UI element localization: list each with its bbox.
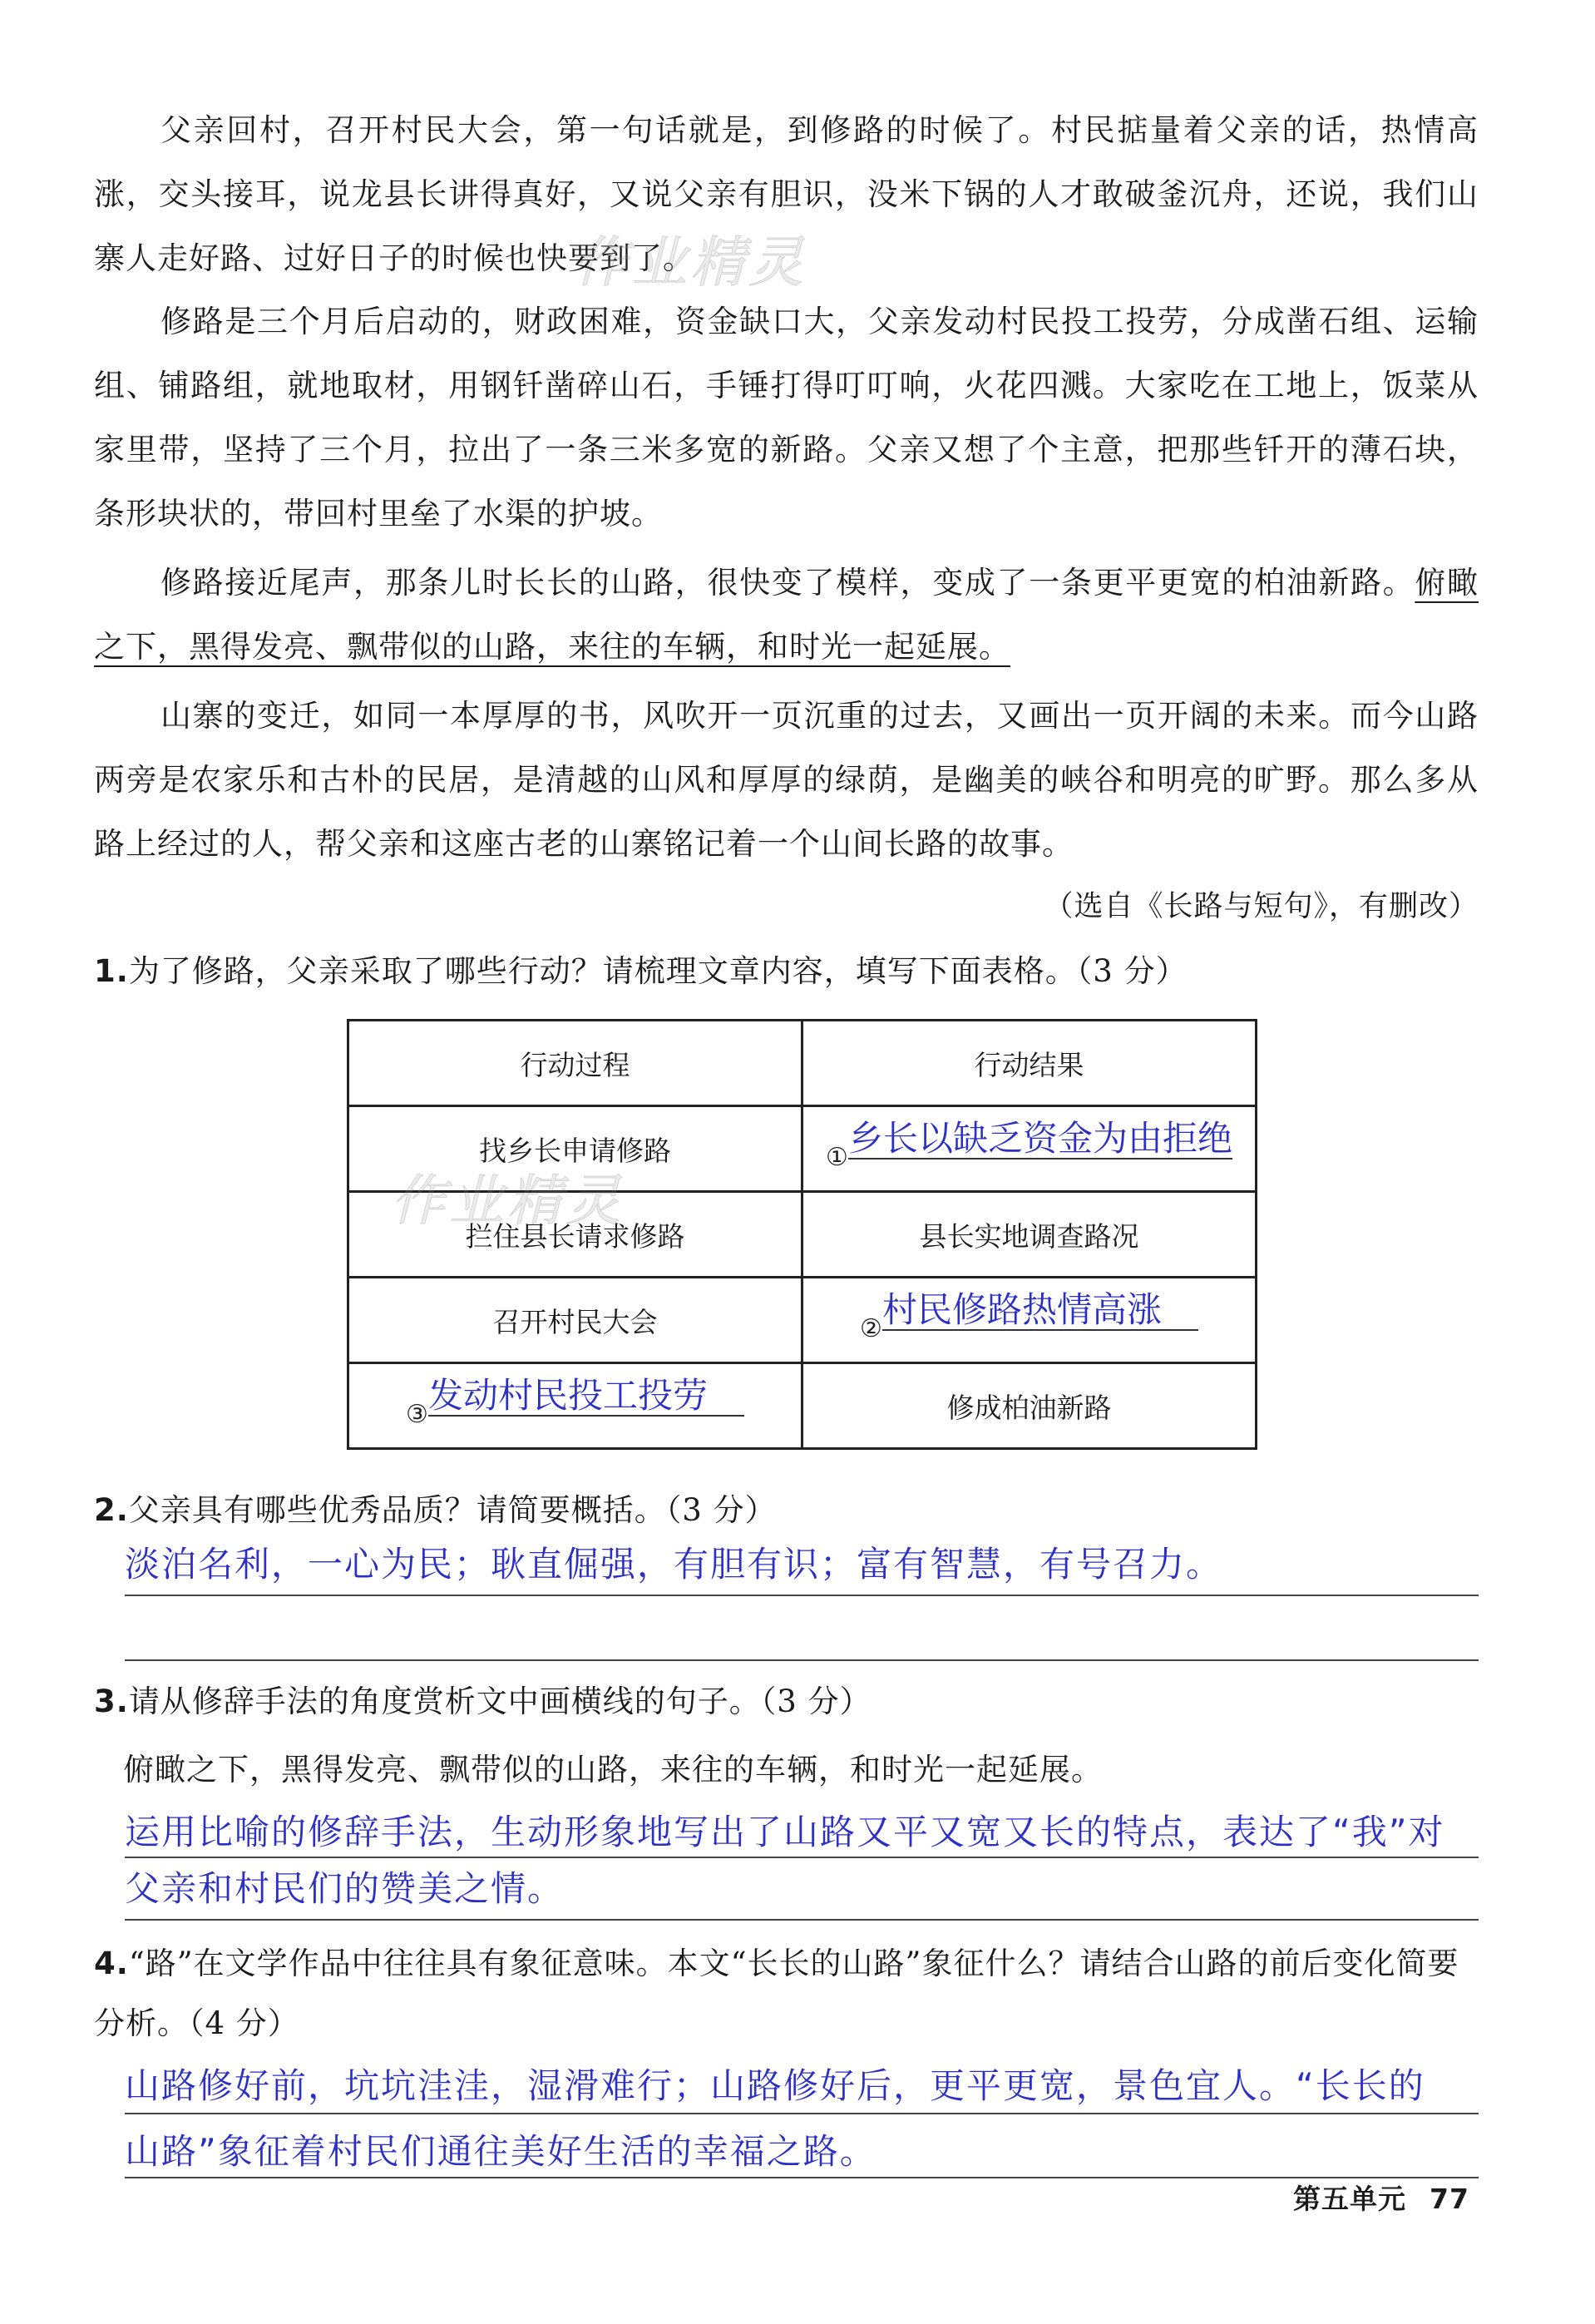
circled-number-3: ③ [406,1399,428,1429]
table-cell-result-answer[interactable] [802,1278,1257,1363]
page-footer [1293,2178,1469,2217]
unit-label: 第五单元 [1293,2183,1406,2215]
question-1-number: 1. [94,953,129,989]
table-cell-action-answer[interactable] [348,1363,802,1449]
table-header-left: 行动过程 [348,1021,802,1106]
watermark-logo: 作业精灵 [391,1169,624,1233]
table-cell-action: 找乡长申请修路 [348,1106,802,1192]
question-4-text: “路”在文学作品中往往具有象征意味。本文“长长的山路”象征什么？请结合山路的前后变化简要分析。（4 分） [94,1946,1459,2041]
question-4 [94,1934,1483,2054]
table-cell-result: 县长实地调查路况 [802,1192,1257,1278]
table-cell-result: 修成柏油新路 [802,1363,1257,1449]
answer-blank-2: 村民修路热情高涨 [882,1291,1198,1331]
page-number: 77 [1430,2183,1469,2215]
table-cell-action: 拦住县长请求修路 [348,1192,802,1278]
question-3-answer-line-2[interactable]: 父亲和村民们的赞美之情。 [125,1868,565,1909]
passage-paragraph-1: 父亲回村，召开村民大会，第一句话就是，到修路的时候了。村民掂量着父亲的话，热情高涨，交头接耳，说龙县长讲得真好，又说父亲有胆识，没米下锅的人才敢破釜沉舟，还说，我们山寨人走好路、过好日子的时候也快要到了。 [94,112,1479,276]
answer-blank-3: 发动村民投工投劳 [428,1377,744,1417]
question-3-text: 请从修辞手法的角度赏析文中画横线的句子。（3 分） [128,1684,872,1719]
question-4-number: 4. [94,1946,129,1981]
question-4-answer-line-2[interactable]: 山路”象征着村民们通往美好生活的幸福之路。 [125,2131,877,2172]
table-cell-result-answer[interactable] [802,1106,1257,1192]
passage-paragraph-3 [94,551,1479,679]
passage-paragraph-2: 修路是三个月后启动的，财政困难，资金缺口大，父亲发动村民投工投劳，分成凿石组、运输组、铺路组，就地取材，用钢钎凿碎山石，手锤打得叮叮响，火花四溅。大家吃在工地上，饭菜从家里带，坚持了三个月，拉出了一条三米多宽的新路。父亲又想了个主意，把那些钎开的薄石块，条形块状的，带回村里垒了水渠的护坡。 [94,304,1479,532]
answer-line [125,2177,1479,2178]
answer-line [125,2113,1479,2114]
answer-line [125,1857,1479,1858]
question-3 [94,1672,1483,1732]
table-row [348,1192,1257,1278]
question-2-number: 2. [94,1492,129,1528]
question-2-text: 父亲具有哪些优秀品质？请简要概括。（3 分） [128,1492,777,1528]
question-3-answer-line-1[interactable]: 运用比喻的修辞手法，生动形象地写出了山路又平又宽又长的特点，表达了“我”对 [125,1812,1445,1852]
question-1-text: 为了修路，父亲采取了哪些行动？请梳理文章内容，填写下面表格。（3 分） [128,953,1188,989]
answer-blank-1: 乡长以缺乏资金为由拒绝 [847,1117,1232,1159]
watermark-logo: 作业精灵 [574,230,807,294]
table-row [348,1106,1257,1192]
table-header-right: 行动结果 [802,1021,1257,1106]
table-cell-action: 召开村民大会 [348,1278,802,1363]
table-row [348,1278,1257,1363]
question-4-answer-line-1[interactable]: 山路修好前，坑坑洼洼，湿滑难行；山路修好后，更平更宽，景色宜人。“长长的 [125,2065,1425,2106]
passage-source: （选自《长路与短句》，有删改） [1044,890,1479,923]
table-header-row [348,1021,1257,1106]
circled-number-2: ② [860,1313,882,1343]
question-1 [94,942,1483,1001]
action-table [347,1019,1257,1450]
underlined-sentence: 俯瞰之下，黑得发亮、飘带似的山路，来往的车辆，和时光一起延展。 [94,565,1479,665]
passage-paragraph-4: 山寨的变迁，如同一本厚厚的书，风吹开一页沉重的过去，又画出一页开阔的未来。而今山路两旁是农家乐和古朴的民居，是清越的山风和厚厚的绿荫，是幽美的峡谷和明亮的旷野。那么多从路上经过的人，帮父亲和这座古老的山寨铭记着一个山间长路的故事。 [94,698,1479,862]
circled-number-1: ① [826,1142,848,1172]
question-2 [94,1481,1483,1540]
paragraph-3-lead: 修路接近尾声，那条儿时长长的山路，很快变了模样，变成了一条更平更宽的柏油新路。 [160,565,1415,601]
question-3-quote: 俯瞰之下，黑得发亮、飘带似的山路，来往的车辆，和时光一起延展。 [123,1752,1103,1788]
question-2-answer[interactable]: 淡泊名利，一心为民；耿直倔强，有胆有识；富有智慧，有号召力。 [125,1544,1223,1585]
answer-line [125,1919,1479,1921]
question-3-number: 3. [94,1684,129,1719]
table-row [348,1363,1257,1449]
answer-line [125,1595,1479,1596]
answer-line [125,1659,1479,1661]
